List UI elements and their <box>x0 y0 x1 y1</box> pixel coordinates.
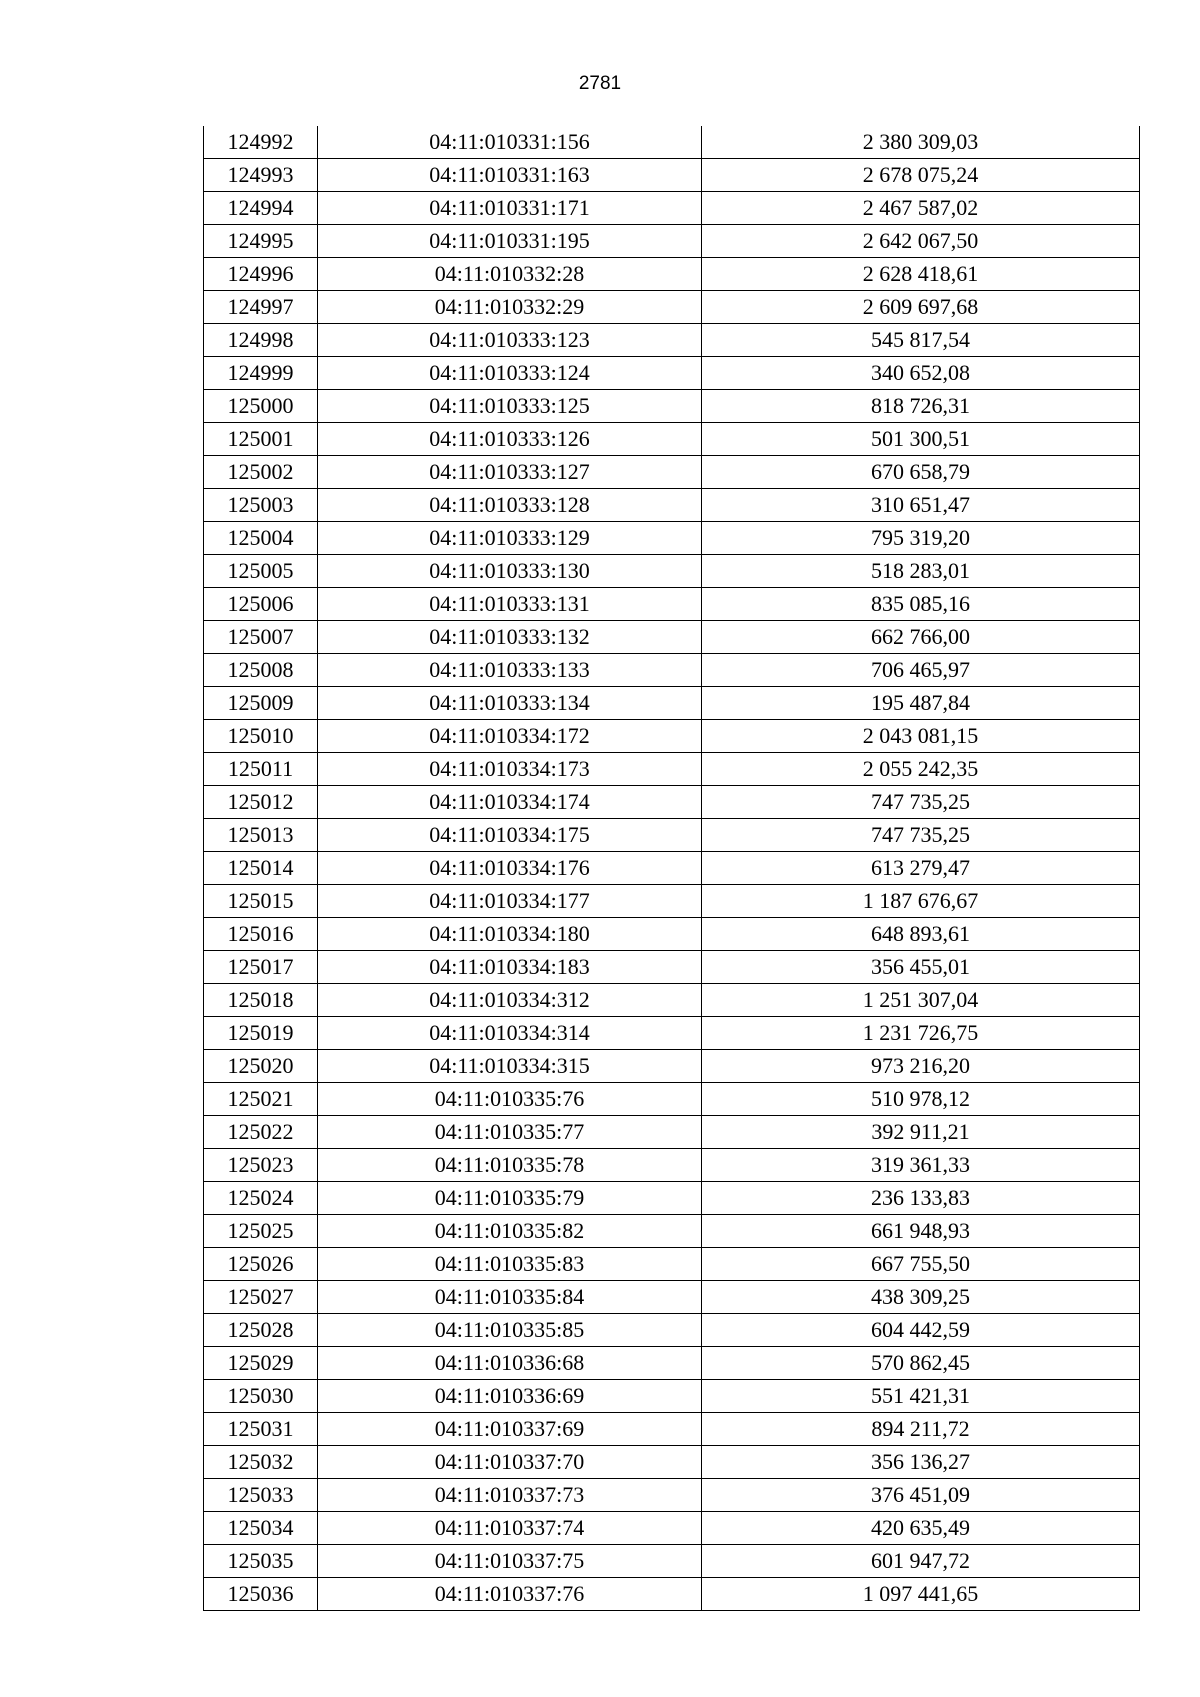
table-row <box>204 159 1140 192</box>
cadastral-number-cell: 04:11:010331:171 <box>318 192 702 225</box>
cadastral-number-cell: 04:11:010333:131 <box>318 588 702 621</box>
cadastral-number-cell: 04:11:010335:83 <box>318 1248 702 1281</box>
cadastral-value-cell: 340 652,08 <box>702 357 1140 390</box>
row-number-cell: 125028 <box>204 1314 318 1347</box>
cadastral-number-cell: 04:11:010335:77 <box>318 1116 702 1149</box>
table-row <box>204 1050 1140 1083</box>
cadastral-number-cell: 04:11:010337:69 <box>318 1413 702 1446</box>
table-row <box>204 588 1140 621</box>
row-number-cell: 125033 <box>204 1479 318 1512</box>
table-row <box>204 1281 1140 1314</box>
row-number-cell: 125017 <box>204 951 318 984</box>
table-row <box>204 1314 1140 1347</box>
row-number-cell: 125026 <box>204 1248 318 1281</box>
cadastral-value-cell: 662 766,00 <box>702 621 1140 654</box>
table-body <box>204 126 1140 1611</box>
cadastral-value-cell: 894 211,72 <box>702 1413 1140 1446</box>
row-number-cell: 125004 <box>204 522 318 555</box>
row-number-cell: 125018 <box>204 984 318 1017</box>
cadastral-number-cell: 04:11:010331:163 <box>318 159 702 192</box>
table-row <box>204 1479 1140 1512</box>
cadastral-value-cell: 2 628 418,61 <box>702 258 1140 291</box>
cadastral-number-cell: 04:11:010337:76 <box>318 1578 702 1611</box>
table-row <box>204 1017 1140 1050</box>
cadastral-number-cell: 04:11:010333:123 <box>318 324 702 357</box>
table-row <box>204 1149 1140 1182</box>
cadastral-number-cell: 04:11:010335:78 <box>318 1149 702 1182</box>
cadastral-value-cell: 319 361,33 <box>702 1149 1140 1182</box>
table-row <box>204 654 1140 687</box>
row-number-cell: 125015 <box>204 885 318 918</box>
table-row <box>204 753 1140 786</box>
row-number-cell: 124993 <box>204 159 318 192</box>
cadastral-number-cell: 04:11:010334:312 <box>318 984 702 1017</box>
cadastral-value-cell: 601 947,72 <box>702 1545 1140 1578</box>
cadastral-value-cell: 570 862,45 <box>702 1347 1140 1380</box>
cadastral-value-cell: 1 251 307,04 <box>702 984 1140 1017</box>
table-row <box>204 357 1140 390</box>
cadastral-value-cell: 648 893,61 <box>702 918 1140 951</box>
table-row <box>204 456 1140 489</box>
row-number-cell: 125012 <box>204 786 318 819</box>
row-number-cell: 125025 <box>204 1215 318 1248</box>
table-row <box>204 291 1140 324</box>
cadastral-value-cell: 392 911,21 <box>702 1116 1140 1149</box>
row-number-cell: 125008 <box>204 654 318 687</box>
cadastral-value-cell: 2 642 067,50 <box>702 225 1140 258</box>
table-row <box>204 1248 1140 1281</box>
cadastral-number-cell: 04:11:010333:126 <box>318 423 702 456</box>
cadastral-number-cell: 04:11:010335:79 <box>318 1182 702 1215</box>
cadastral-number-cell: 04:11:010337:73 <box>318 1479 702 1512</box>
cadastral-value-cell: 670 658,79 <box>702 456 1140 489</box>
row-number-cell: 125011 <box>204 753 318 786</box>
cadastral-number-cell: 04:11:010334:174 <box>318 786 702 819</box>
cadastral-value-cell: 1 231 726,75 <box>702 1017 1140 1050</box>
cadastral-number-cell: 04:11:010335:76 <box>318 1083 702 1116</box>
table-row <box>204 720 1140 753</box>
table-row <box>204 621 1140 654</box>
row-number-cell: 124995 <box>204 225 318 258</box>
table-row <box>204 225 1140 258</box>
cadastral-value-cell: 518 283,01 <box>702 555 1140 588</box>
cadastral-value-cell: 795 319,20 <box>702 522 1140 555</box>
table-row <box>204 390 1140 423</box>
row-number-cell: 124996 <box>204 258 318 291</box>
cadastral-value-cell: 356 136,27 <box>702 1446 1140 1479</box>
cadastral-value-cell: 510 978,12 <box>702 1083 1140 1116</box>
table-row <box>204 984 1140 1017</box>
cadastral-number-cell: 04:11:010333:130 <box>318 555 702 588</box>
table-row <box>204 1380 1140 1413</box>
row-number-cell: 125013 <box>204 819 318 852</box>
table-row <box>204 786 1140 819</box>
row-number-cell: 125019 <box>204 1017 318 1050</box>
cadastral-number-cell: 04:11:010331:195 <box>318 225 702 258</box>
cadastral-number-cell: 04:11:010337:74 <box>318 1512 702 1545</box>
cadastral-number-cell: 04:11:010332:28 <box>318 258 702 291</box>
row-number-cell: 125023 <box>204 1149 318 1182</box>
cadastral-number-cell: 04:11:010336:68 <box>318 1347 702 1380</box>
table-row <box>204 522 1140 555</box>
table-row <box>204 1578 1140 1611</box>
row-number-cell: 125003 <box>204 489 318 522</box>
cadastral-value-cell: 356 455,01 <box>702 951 1140 984</box>
table-row <box>204 1116 1140 1149</box>
table-row <box>204 1215 1140 1248</box>
page-number: 2781 <box>578 73 622 94</box>
row-number-cell: 125006 <box>204 588 318 621</box>
cadastral-number-cell: 04:11:010335:85 <box>318 1314 702 1347</box>
cadastral-number-cell: 04:11:010335:84 <box>318 1281 702 1314</box>
row-number-cell: 125024 <box>204 1182 318 1215</box>
cadastral-number-cell: 04:11:010337:75 <box>318 1545 702 1578</box>
cadastral-number-cell: 04:11:010333:134 <box>318 687 702 720</box>
row-number-cell: 125014 <box>204 852 318 885</box>
cadastral-number-cell: 04:11:010334:172 <box>318 720 702 753</box>
cadastral-value-cell: 551 421,31 <box>702 1380 1140 1413</box>
table-row <box>204 1083 1140 1116</box>
cadastral-value-cell: 661 948,93 <box>702 1215 1140 1248</box>
cadastral-number-cell: 04:11:010336:69 <box>318 1380 702 1413</box>
cadastral-number-cell: 04:11:010333:128 <box>318 489 702 522</box>
cadastral-value-cell: 747 735,25 <box>702 819 1140 852</box>
row-number-cell: 125010 <box>204 720 318 753</box>
cadastral-value-cell: 2 380 309,03 <box>702 126 1140 159</box>
table-row <box>204 555 1140 588</box>
row-number-cell: 125005 <box>204 555 318 588</box>
table-row <box>204 324 1140 357</box>
cadastral-value-cell: 1 187 676,67 <box>702 885 1140 918</box>
row-number-cell: 125007 <box>204 621 318 654</box>
row-number-cell: 124997 <box>204 291 318 324</box>
row-number-cell: 125027 <box>204 1281 318 1314</box>
row-number-cell: 125034 <box>204 1512 318 1545</box>
cadastral-value-cell: 2 043 081,15 <box>702 720 1140 753</box>
row-number-cell: 124992 <box>204 126 318 159</box>
row-number-cell: 125016 <box>204 918 318 951</box>
table-row <box>204 1545 1140 1578</box>
table-row <box>204 1182 1140 1215</box>
row-number-cell: 125029 <box>204 1347 318 1380</box>
row-number-cell: 125009 <box>204 687 318 720</box>
table-row <box>204 819 1140 852</box>
cadastral-value-cell: 604 442,59 <box>702 1314 1140 1347</box>
table-row <box>204 1413 1140 1446</box>
row-number-cell: 125002 <box>204 456 318 489</box>
cadastral-value-cell: 376 451,09 <box>702 1479 1140 1512</box>
table-row <box>204 918 1140 951</box>
table-row <box>204 1347 1140 1380</box>
cadastral-value-cell: 438 309,25 <box>702 1281 1140 1314</box>
cadastral-number-cell: 04:11:010333:133 <box>318 654 702 687</box>
row-number-cell: 125001 <box>204 423 318 456</box>
cadastral-number-cell: 04:11:010332:29 <box>318 291 702 324</box>
cadastral-value-cell: 545 817,54 <box>702 324 1140 357</box>
cadastral-number-cell: 04:11:010334:183 <box>318 951 702 984</box>
row-number-cell: 124999 <box>204 357 318 390</box>
table-row <box>204 126 1140 159</box>
row-number-cell: 125022 <box>204 1116 318 1149</box>
cadastral-value-cell: 310 651,47 <box>702 489 1140 522</box>
cadastral-value-cell: 747 735,25 <box>702 786 1140 819</box>
row-number-cell: 124994 <box>204 192 318 225</box>
table-row <box>204 687 1140 720</box>
row-number-cell: 125020 <box>204 1050 318 1083</box>
cadastral-value-cell: 667 755,50 <box>702 1248 1140 1281</box>
table-row <box>204 852 1140 885</box>
cadastral-value-cell: 613 279,47 <box>702 852 1140 885</box>
row-number-cell: 124998 <box>204 324 318 357</box>
table-row <box>204 1512 1140 1545</box>
cadastral-number-cell: 04:11:010337:70 <box>318 1446 702 1479</box>
cadastral-value-cell: 1 097 441,65 <box>702 1578 1140 1611</box>
cadastral-number-cell: 04:11:010333:127 <box>318 456 702 489</box>
table-row <box>204 258 1140 291</box>
cadastral-number-cell: 04:11:010334:177 <box>318 885 702 918</box>
row-number-cell: 125021 <box>204 1083 318 1116</box>
table-row <box>204 1446 1140 1479</box>
cadastral-number-cell: 04:11:010334:314 <box>318 1017 702 1050</box>
row-number-cell: 125031 <box>204 1413 318 1446</box>
row-number-cell: 125036 <box>204 1578 318 1611</box>
cadastral-number-cell: 04:11:010333:124 <box>318 357 702 390</box>
table-row <box>204 489 1140 522</box>
cadastral-number-cell: 04:11:010334:175 <box>318 819 702 852</box>
cadastral-number-cell: 04:11:010334:176 <box>318 852 702 885</box>
cadastral-number-cell: 04:11:010333:129 <box>318 522 702 555</box>
cadastral-number-cell: 04:11:010334:315 <box>318 1050 702 1083</box>
row-number-cell: 125030 <box>204 1380 318 1413</box>
cadastral-value-cell: 236 133,83 <box>702 1182 1140 1215</box>
cadastral-value-cell: 973 216,20 <box>702 1050 1140 1083</box>
table-row <box>204 192 1140 225</box>
row-number-cell: 125035 <box>204 1545 318 1578</box>
cadastral-number-cell: 04:11:010331:156 <box>318 126 702 159</box>
cadastral-value-cell: 818 726,31 <box>702 390 1140 423</box>
cadastral-value-cell: 2 678 075,24 <box>702 159 1140 192</box>
row-number-cell: 125032 <box>204 1446 318 1479</box>
cadastral-value-cell: 835 085,16 <box>702 588 1140 621</box>
cadastral-value-cell: 2 055 242,35 <box>702 753 1140 786</box>
cadastral-number-cell: 04:11:010334:180 <box>318 918 702 951</box>
cadastral-value-cell: 501 300,51 <box>702 423 1140 456</box>
cadastral-number-cell: 04:11:010335:82 <box>318 1215 702 1248</box>
table-row <box>204 423 1140 456</box>
cadastral-number-cell: 04:11:010333:125 <box>318 390 702 423</box>
table-row <box>204 951 1140 984</box>
cadastral-value-cell: 195 487,84 <box>702 687 1140 720</box>
cadastral-value-cell: 2 609 697,68 <box>702 291 1140 324</box>
table-row <box>204 885 1140 918</box>
cadastral-value-cell: 2 467 587,02 <box>702 192 1140 225</box>
cadastral-value-cell: 706 465,97 <box>702 654 1140 687</box>
row-number-cell: 125000 <box>204 390 318 423</box>
cadastral-value-cell: 420 635,49 <box>702 1512 1140 1545</box>
cadastral-number-cell: 04:11:010333:132 <box>318 621 702 654</box>
cadastral-number-cell: 04:11:010334:173 <box>318 753 702 786</box>
cadastral-value-table <box>203 126 1140 1611</box>
